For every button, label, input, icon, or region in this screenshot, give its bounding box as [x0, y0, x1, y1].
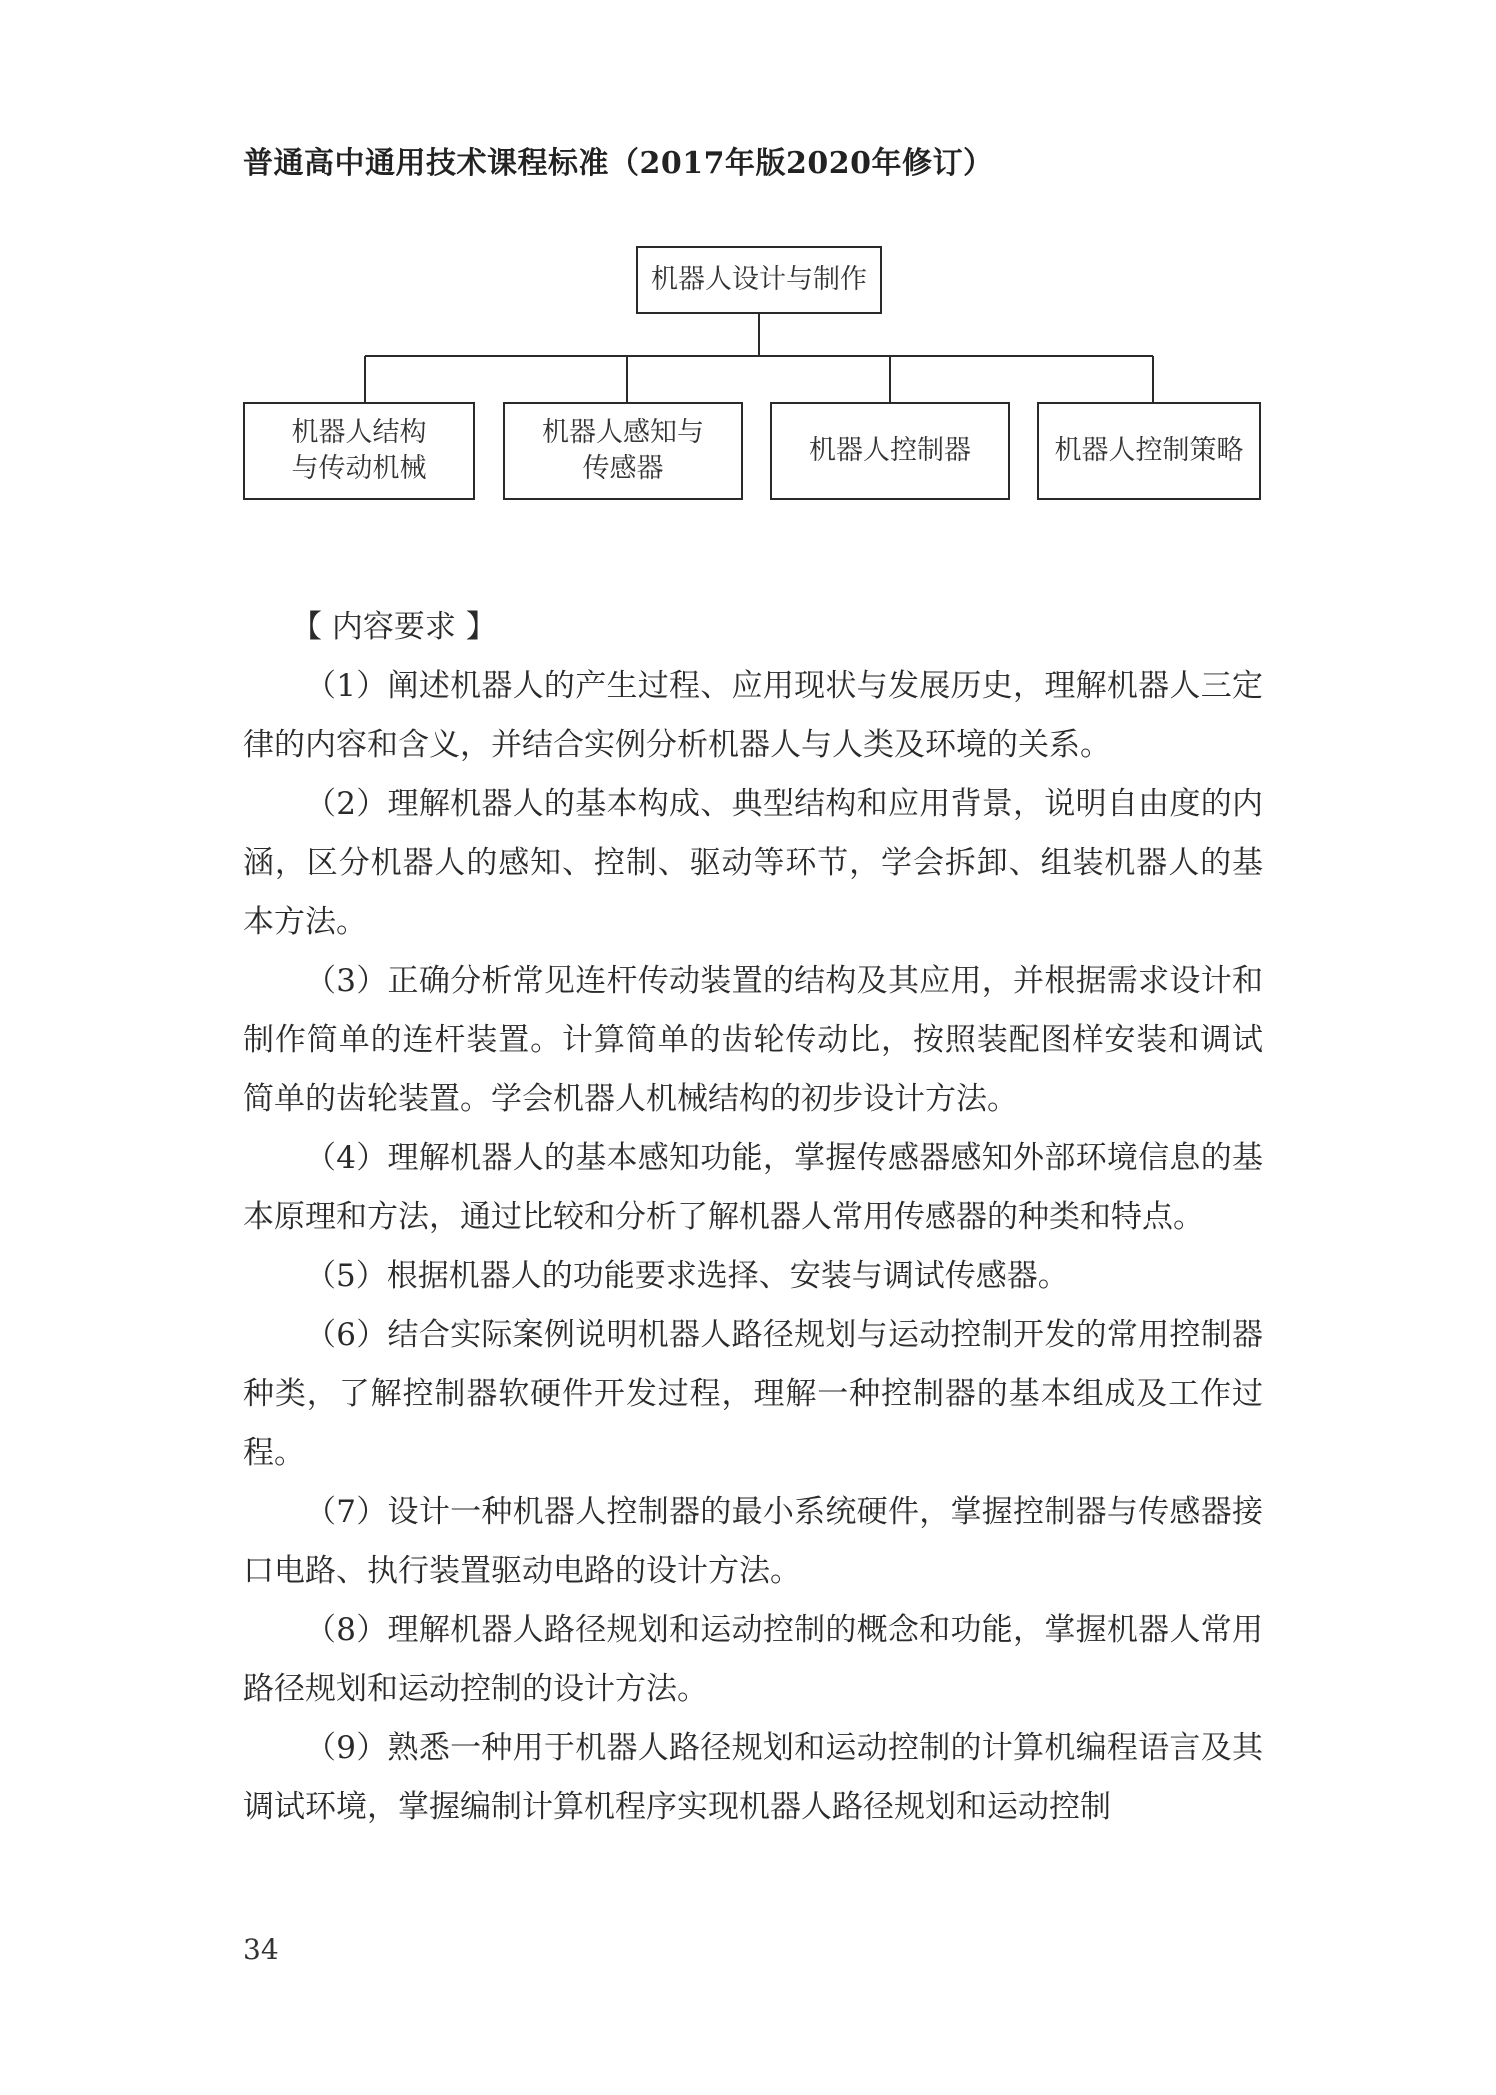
diagram-child-sensing: 机器人感知与 传感器: [503, 402, 743, 500]
diagram-child-strategy: 机器人控制策略: [1037, 402, 1261, 500]
diagram-child-controller: 机器人控制器: [770, 402, 1010, 500]
requirement-item-2: （2）理解机器人的基本构成、典型结构和应用背景，说明自由度的内涵，区分机器人的感知、控制、驱动等环节，学会拆卸、组装机器人的基本方法。: [243, 786, 1263, 940]
requirement-item-3: （3）正确分析常见连杆传动装置的结构及其应用，并根据需求设计和制作简单的连杆装置。计算简单的齿轮传动比，按照装配图样安装和调试简单的齿轮装置。学会机器人机械结构的初步设计方法。: [243, 963, 1263, 1117]
requirement-item-5: （5）根据机器人的功能要求选择、安装与调试传感器。: [305, 1258, 1069, 1294]
requirement-item-8: （8）理解机器人路径规划和运动控制的概念和功能，掌握机器人常用路径规划和运动控制的设计方法。: [243, 1612, 1263, 1707]
requirement-item-7: （7）设计一种机器人控制器的最小系统硬件，掌握控制器与传感器接口电路、执行装置驱动电路的设计方法。: [243, 1494, 1263, 1589]
requirement-item-6: （6）结合实际案例说明机器人路径规划与运动控制开发的常用控制器种类，了解控制器软硬件开发过程，理解一种控制器的基本组成及工作过程。: [243, 1317, 1263, 1471]
page-number: 34: [243, 1933, 279, 1966]
requirement-item-4: （4）理解机器人的基本感知功能，掌握传感器感知外部环境信息的基本原理和方法，通过比较和分析了解机器人常用传感器的种类和特点。: [243, 1140, 1263, 1235]
running-header-title: 普通高中通用技术课程标准（2017年版2020年修订）: [243, 146, 994, 181]
section-heading: 【 内容要求 】: [291, 609, 497, 645]
diagram-child-structure: 机器人结构 与传动机械: [243, 402, 475, 500]
requirement-item-1: （1）阐述机器人的产生过程、应用现状与发展历史，理解机器人三定律的内容和含义，并结合实例分析机器人与人类及环境的关系。: [243, 668, 1263, 763]
structure-diagram: [0, 0, 1496, 520]
diagram-root-box: 机器人设计与制作: [636, 246, 882, 314]
content-requirements: [243, 598, 1263, 1837]
requirement-item-9: （9）熟悉一种用于机器人路径规划和运动控制的计算机编程语言及其调试环境，掌握编制计算机程序实现机器人路径规划和运动控制: [243, 1730, 1263, 1825]
